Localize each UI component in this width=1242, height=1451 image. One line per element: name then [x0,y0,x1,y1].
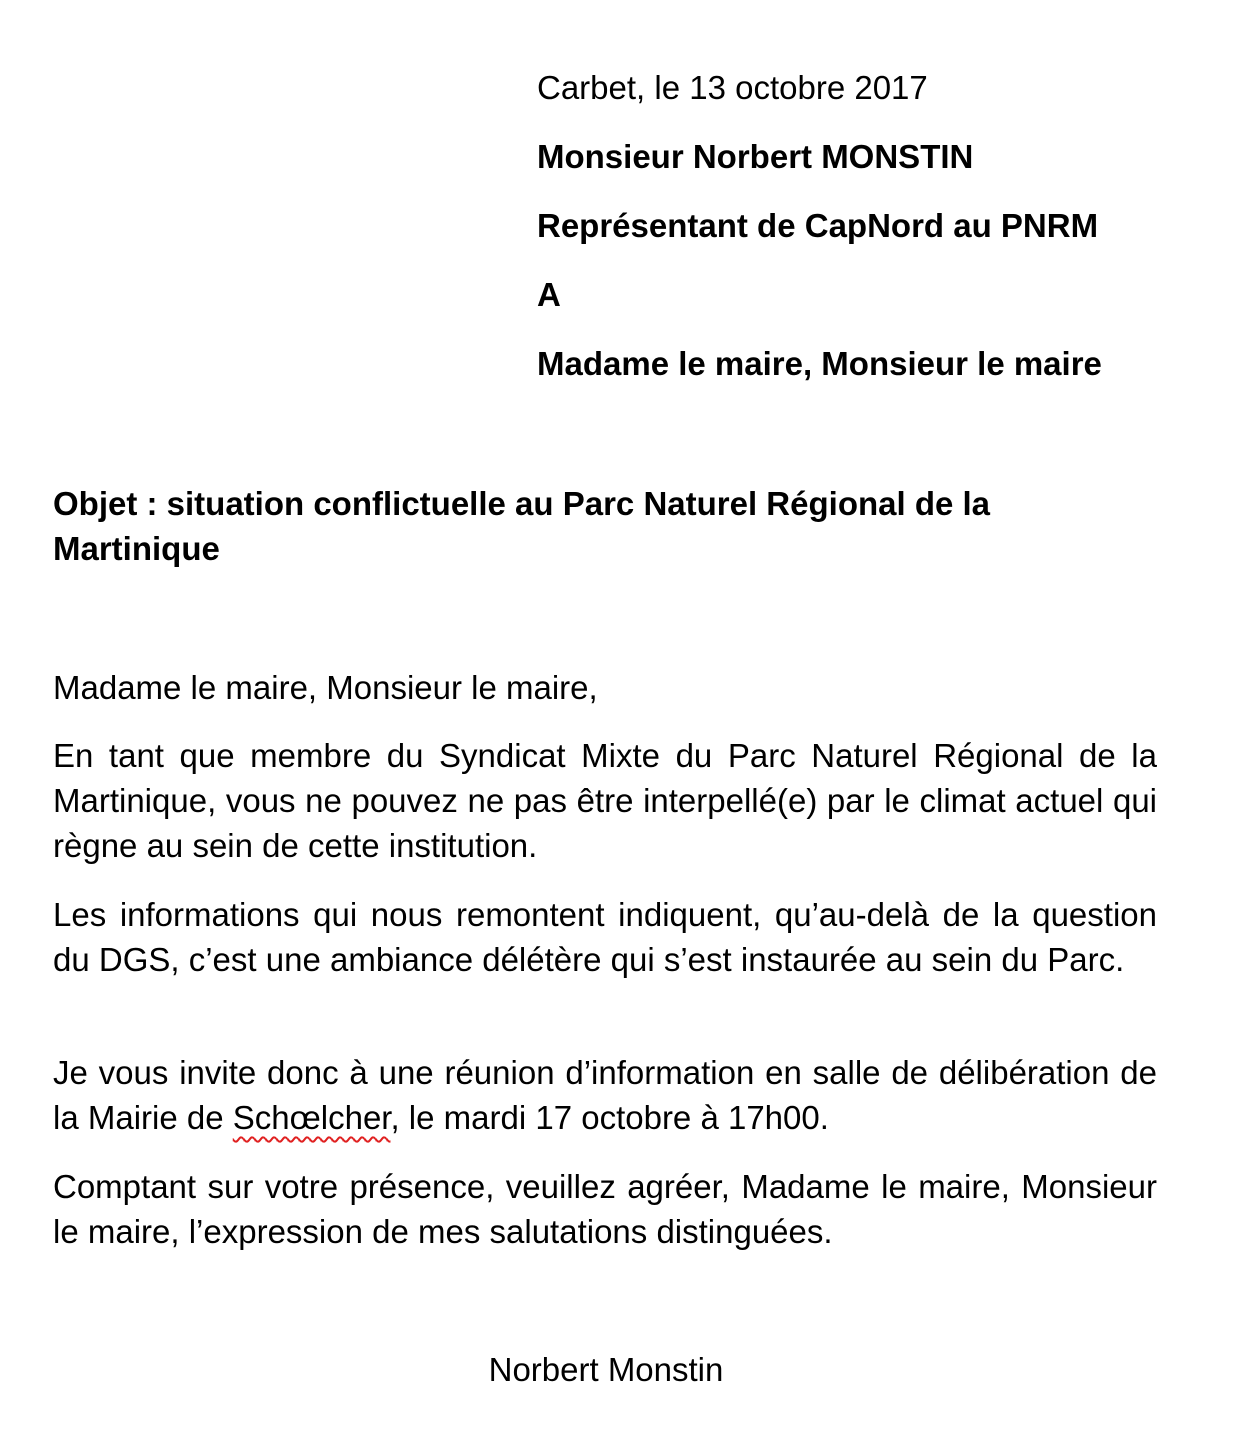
recipient: Madame le maire, Monsieur le maire [537,345,1102,382]
paragraph-membership: En tant que membre du Syndicat Mixte du Parc Naturel Régional de la Martinique, vous ne pouvez ne pas être interpellé(e) par le climat actuel qui règne au sein de cette institution. [53,737,1157,864]
spellcheck-flagged-word: Schœlcher [232,1099,391,1136]
invitation-text-end: , le mardi 17 octobre à 17h00. [390,1099,829,1136]
salutation: Madame le maire, Monsieur le maire, [53,669,598,706]
paragraph-information: Les informations qui nous remontent indiquent, qu’au-delà de la question du DGS, c’est une ambiance délétère qui s’est instaurée au sein du Parc. [53,896,1157,978]
date-line: Carbet, le 13 octobre 2017 [537,69,928,106]
letter-header [537,66,1227,411]
signature: Norbert Monstin [488,1351,724,1388]
sender-title: Représentant de CapNord au PNRM [537,207,1099,244]
paragraph-invitation [53,1050,1157,1140]
to-marker: A [537,276,561,313]
subject-line: Objet : situation conflictuelle au Parc Naturel Régional de la Martinique [53,485,991,567]
sender-name: Monsieur Norbert MONSTIN [537,138,974,175]
paragraph-closing: Comptant sur votre présence, veuillez agréer, Madame le maire, Monsieur le maire, l’expression de mes salutations distinguées. [53,1168,1157,1250]
invitation-text-start: Je vous invite donc à une réunion d’information en salle de délibération de la Mairie de [53,1054,1157,1136]
